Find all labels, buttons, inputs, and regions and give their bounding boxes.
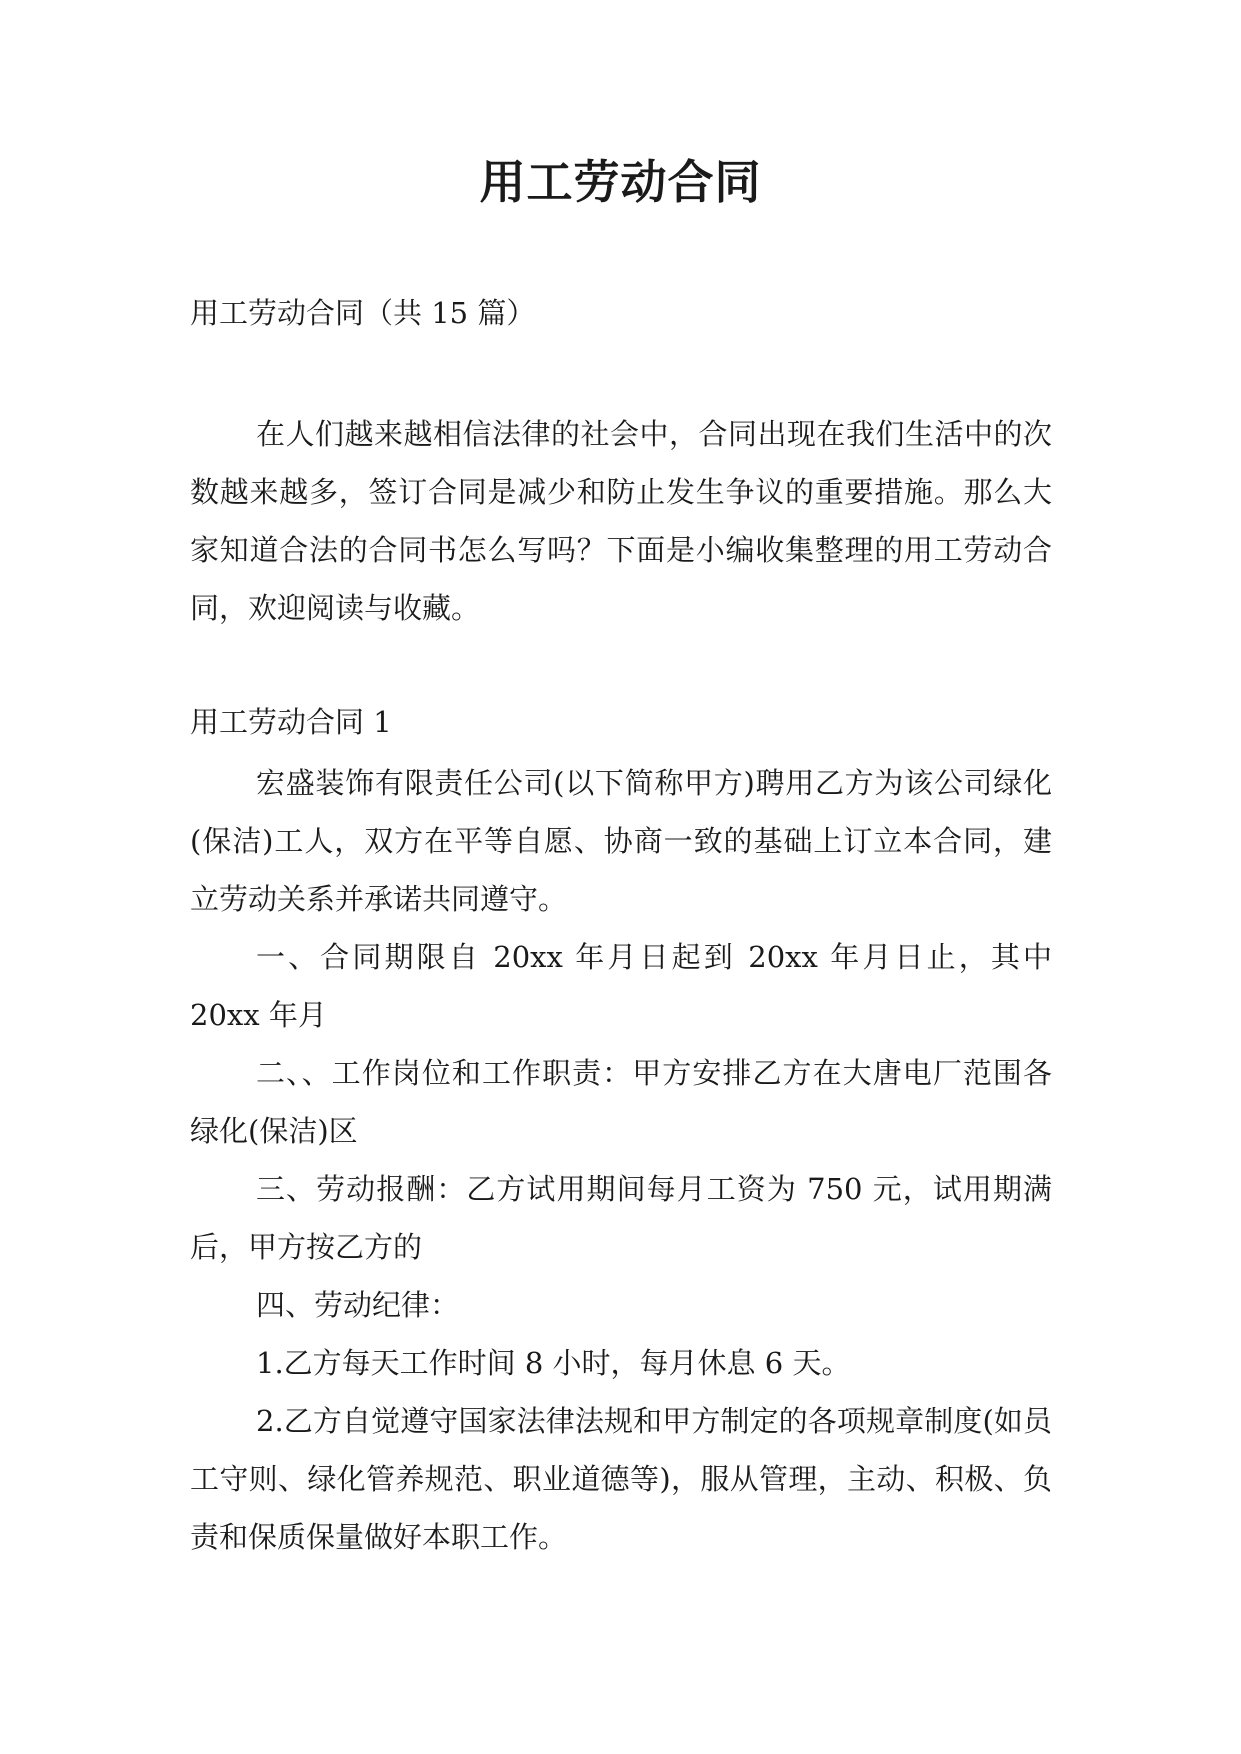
paragraph-contract-term: 一、合同期限自 20xx 年月日起到 20xx 年月日止，其中 20xx 年月 <box>190 940 1052 1032</box>
paragraph-discipline-heading: 四、劳动纪律： <box>256 1288 460 1322</box>
document-title: 用工劳动合同 <box>479 155 762 209</box>
section-body <box>190 754 1052 1566</box>
paragraph-preamble: 宏盛装饰有限责任公司(以下简称甲方)聘用乙方为该公司绿化(保洁)工人，双方在平等自愿、协商一致的基础上订立本合同，建立劳动关系并承诺共同遵守。 <box>190 766 1052 916</box>
paragraph-rules-compliance: 2.乙方自觉遵守国家法律法规和甲方制定的各项规章制度(如员工守则、绿化管养规范、职业道德等)，服从管理，主动、积极、负责和保质保量做好本职工作。 <box>190 1404 1052 1554</box>
paragraph-remuneration: 三、劳动报酬：乙方试用期间每月工资为 750 元，试用期满后，甲方按乙方的 <box>190 1172 1052 1264</box>
intro-paragraph: 在人们越来越相信法律的社会中，合同出现在我们生活中的次数越来越多，签订合同是减少和防止发生争议的重要措施。那么大家知道合法的合同书怎么写吗？下面是小编收集整理的用工劳动合同，欢迎阅读与收藏。 <box>190 417 1052 625</box>
paragraph-job-duties: 二、、工作岗位和工作职责：甲方安排乙方在大唐电厂范围各绿化(保洁)区 <box>190 1056 1052 1148</box>
document-subtitle: 用工劳动合同（共 15 篇） <box>190 296 536 330</box>
section-heading: 用工劳动合同 1 <box>190 705 392 739</box>
paragraph-work-hours: 1.乙方每天工作时间 8 小时，每月休息 6 天。 <box>256 1346 851 1380</box>
